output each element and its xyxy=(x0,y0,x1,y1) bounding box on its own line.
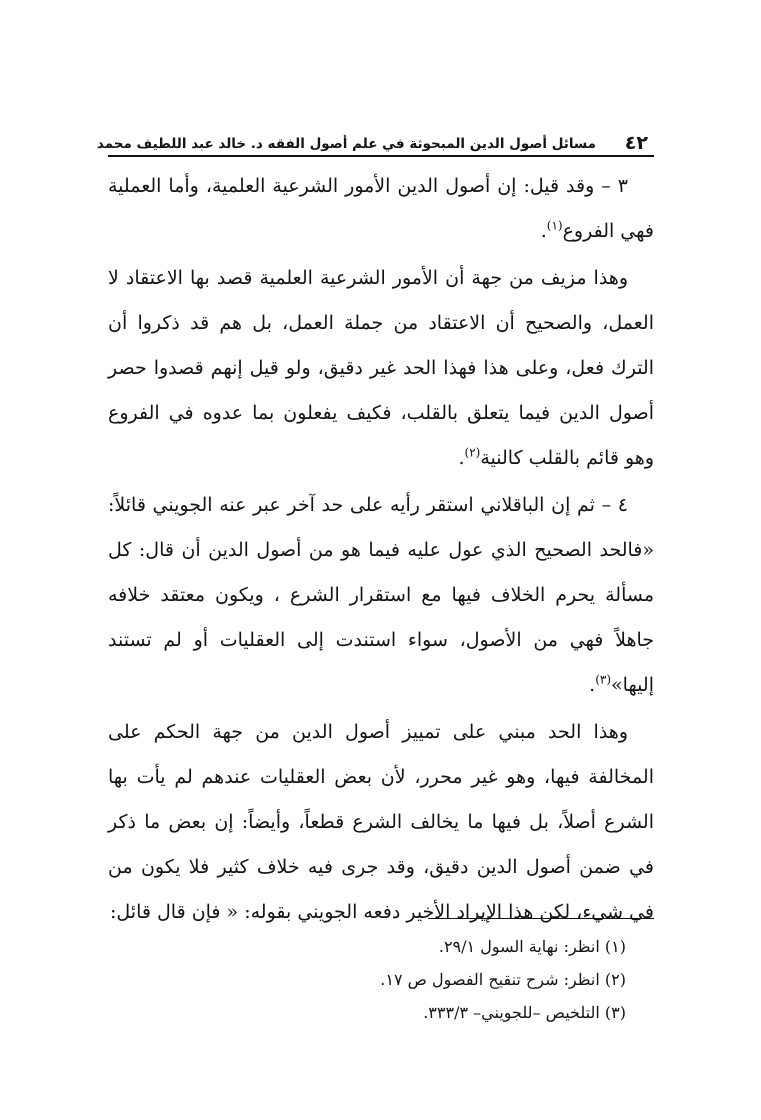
footnote-rule xyxy=(428,918,654,919)
footnote: (١) انظر: نهاية السول ٢٩/١. xyxy=(438,937,626,956)
paragraph xyxy=(108,710,654,935)
paragraph xyxy=(108,256,654,481)
running-title: مسائل أصول الدين المبحوثة في علم أصول الفقه د. خالد عبد اللطيف محمد xyxy=(96,136,596,152)
paragraph-tail: . xyxy=(540,220,547,242)
paragraph-tail: . xyxy=(589,674,596,696)
page-header xyxy=(96,128,654,156)
body-text xyxy=(108,164,654,943)
paragraph xyxy=(108,483,654,708)
paragraph xyxy=(108,164,654,254)
footnote: (٣) التلخيص –للجويني– ٣٣٣/٣. xyxy=(423,1003,626,1022)
footnote-ref: (٣) xyxy=(595,672,612,687)
paragraph-text: وهذا الحد مبني على تمييز أصول الدين من جهة الحكم على المخالفة فيها، وهو غير محرر، لأن بعض العقليات عندهم لم يأت بها الشرع أصلاً، بل فيها ما يخالف الشرع قطعاً، وأيضاً: إن بعض ما ذكر في ضمن أصول الدين دقيق، وقد جرى فيه خلاف كثير فلا يكون من في شيء، لكن هذا الإيراد الأخير دفعه الجويني بقوله: « فإن قال قائل: xyxy=(108,721,654,923)
paragraph-text: وهذا مزيف من جهة أن الأمور الشرعية العلمية قصد بها الاعتقاد لا العمل، والصحيح أن الاعتقاد من جملة العمل، بل هم قد ذكروا أن الترك فعل، وعلى هذا فهذا الحد غير دقيق، ولو قيل إنهم قصدوا حصر أصول الدين فيما يتعلق بالقلب، فكيف يفعلون بما عدوه في الفروع وهو قائم بالقلب كالنية xyxy=(108,267,654,469)
footnote: (٢) انظر: شرح تنقيح الفصول ص ١٧. xyxy=(380,970,626,989)
paragraph-tail: . xyxy=(458,447,465,469)
footnotes xyxy=(108,930,654,1029)
paragraph-text: ٣ – وقد قيل: إن أصول الدين الأمور الشرعية العلمية، وأما العملية فهي الفروع xyxy=(108,175,654,242)
header-rule xyxy=(108,155,654,157)
paragraph-text: ٤ – ثم إن الباقلاني استقر رأيه على حد آخر عبر عنه الجويني قائلاً: «فالحد الصحيح الذي عول عليه فيما هو من أصول الدين أن قال: كل مسألة يحرم الخلاف فيها مع استقرار الشرع ، ويكون معتقد خلافه جاهلاً فهي من الأصول، سواء استندت إلى العقليات أو لم تستند إليها» xyxy=(108,494,654,696)
footnote-ref: (١) xyxy=(546,218,563,233)
page-number: ٤٢ xyxy=(624,132,648,154)
footnote-ref: (٢) xyxy=(464,445,481,460)
